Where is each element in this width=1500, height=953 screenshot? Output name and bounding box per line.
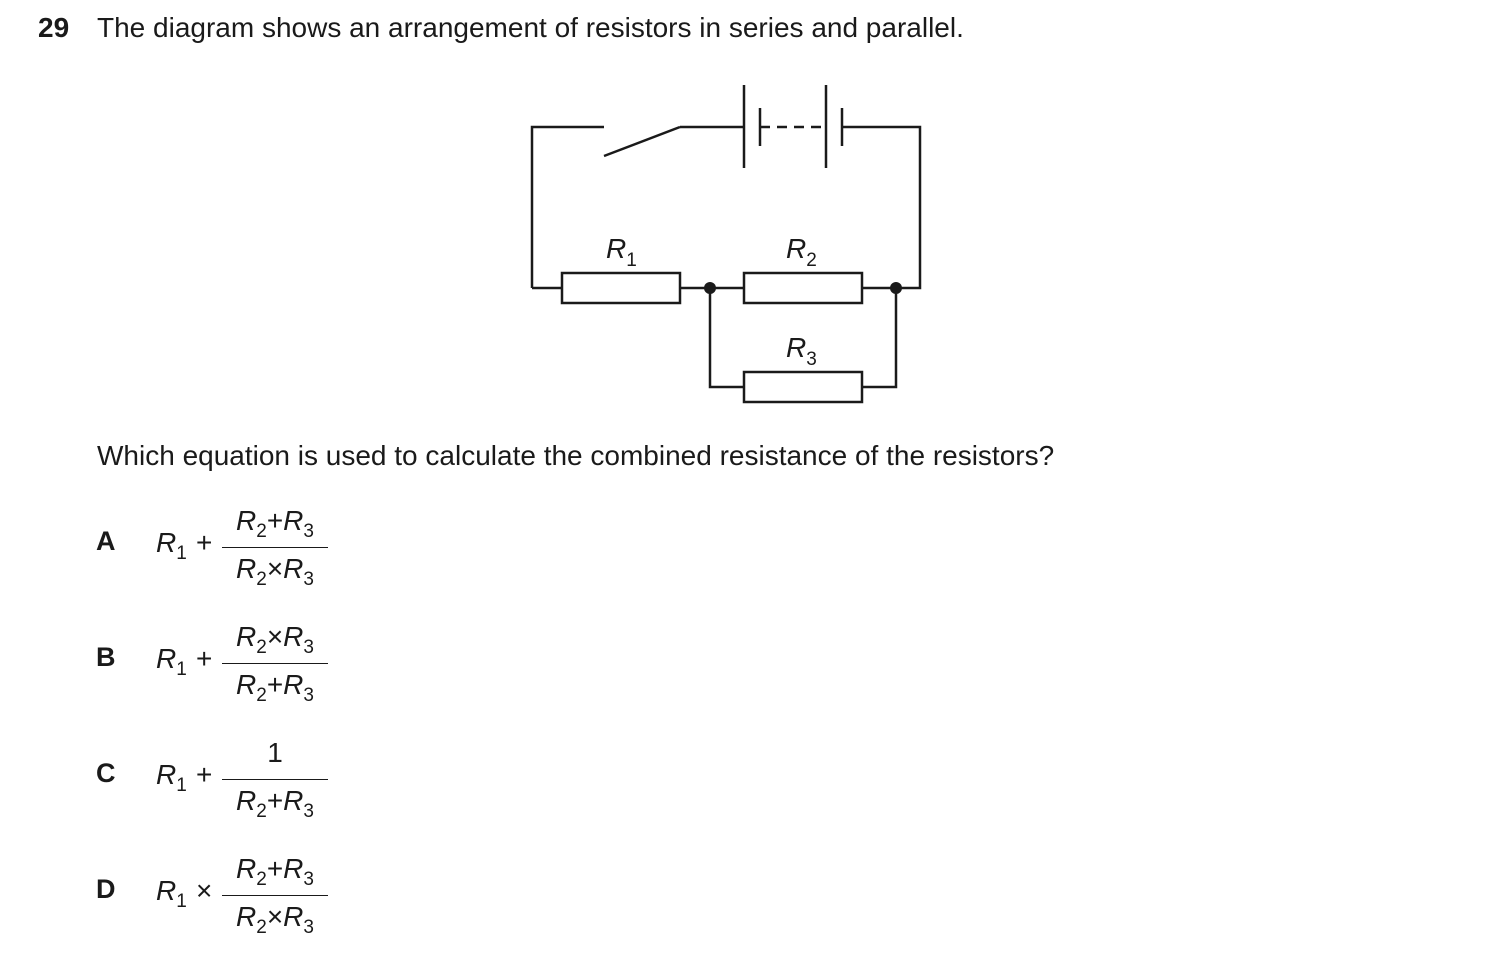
option-lhs: $R_1$	[156, 643, 187, 680]
switch-icon	[604, 127, 680, 156]
label-r1: $R_1$	[606, 233, 637, 271]
label-r3: $R_3$	[786, 332, 817, 370]
question-number: 29	[38, 12, 70, 43]
option-letter: D	[96, 874, 116, 904]
fraction-bar	[222, 547, 328, 548]
option-a[interactable]	[0, 505, 500, 605]
resistor-r1	[562, 273, 680, 303]
circuit-diagram	[0, 0, 1500, 430]
option-lhs: $R_1$	[156, 875, 187, 912]
wire-r3-left	[710, 288, 744, 387]
fraction-numerator: 1	[267, 737, 283, 768]
option-letter: C	[96, 758, 116, 788]
fraction-denominator: $R_2\times R_3$	[236, 901, 314, 938]
junction-left	[704, 282, 716, 294]
fraction-denominator: $R_2+R_3$	[236, 785, 314, 822]
option-lhs: $R_1$	[156, 527, 187, 564]
resistor-r3	[744, 372, 862, 402]
option-operator: +	[196, 643, 213, 674]
junction-right	[890, 282, 902, 294]
label-r2: $R_2$	[786, 233, 817, 271]
question-text: The diagram shows an arrangement of resistors in series and parallel.	[97, 12, 964, 43]
fraction-denominator: $R_2+R_3$	[236, 669, 314, 706]
wire-top-right	[842, 127, 920, 288]
fraction-bar	[222, 779, 328, 780]
wire-top-left	[532, 127, 604, 288]
option-c[interactable]	[0, 737, 500, 837]
question-prompt: Which equation is used to calculate the combined resistance of the resistors?	[97, 440, 1055, 471]
option-b[interactable]	[0, 621, 500, 721]
fraction-numerator: $R_2+R_3$	[236, 853, 314, 890]
option-d[interactable]	[0, 853, 500, 953]
fraction-bar	[222, 663, 328, 664]
option-letter: A	[96, 526, 116, 556]
option-letter: B	[96, 642, 116, 672]
option-operator: ×	[196, 875, 213, 906]
fraction-numerator: $R_2+R_3$	[236, 505, 314, 542]
resistor-r2	[744, 273, 862, 303]
option-operator: +	[196, 527, 213, 558]
fraction-bar	[222, 895, 328, 896]
wire-r3-right	[862, 288, 896, 387]
option-operator: +	[196, 759, 213, 790]
fraction-denominator: $R_2\times R_3$	[236, 553, 314, 590]
fraction-numerator: $R_2\times R_3$	[236, 621, 314, 658]
option-lhs: $R_1$	[156, 759, 187, 796]
